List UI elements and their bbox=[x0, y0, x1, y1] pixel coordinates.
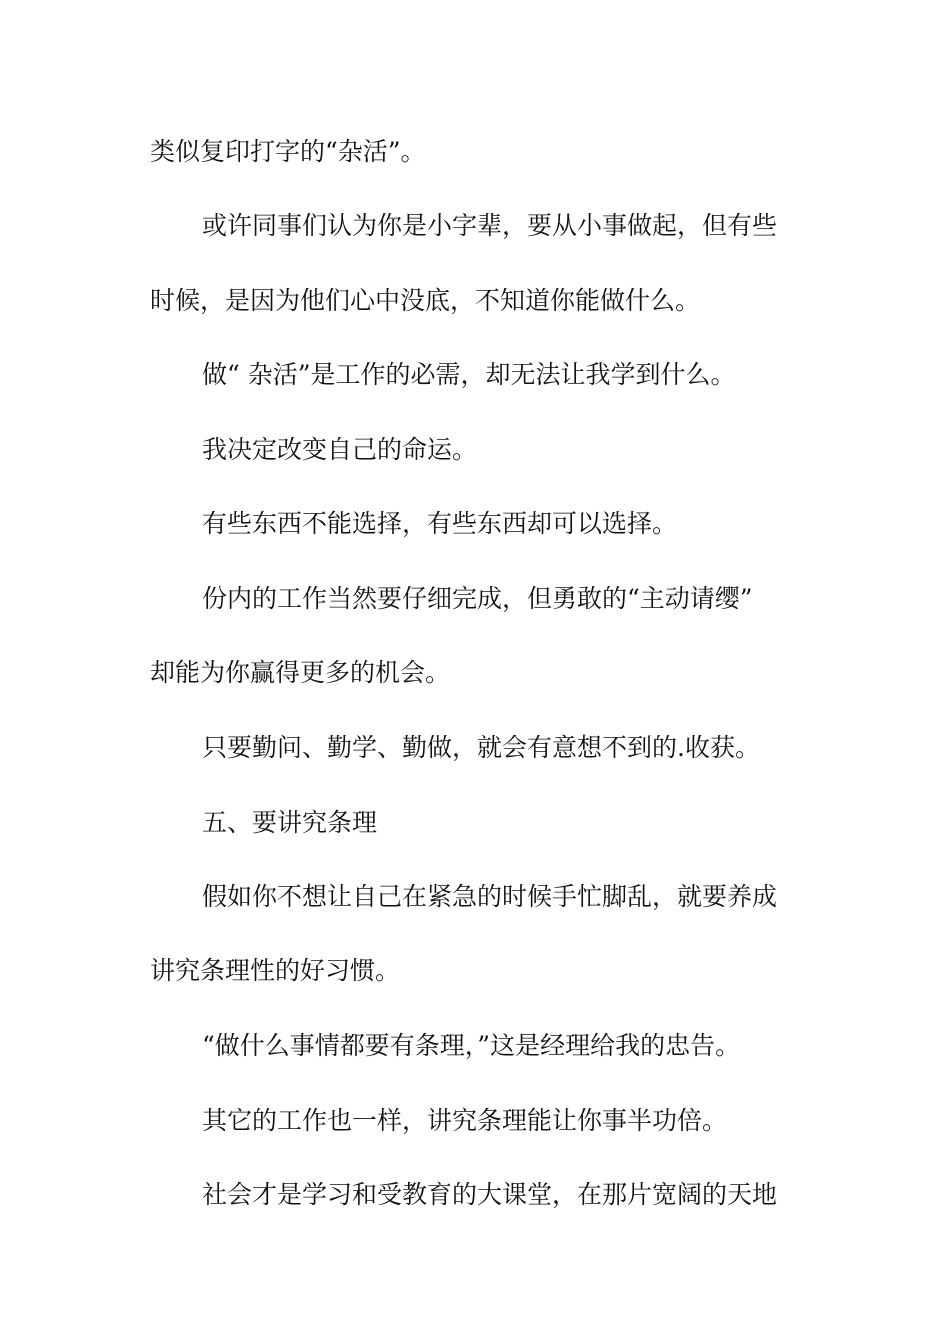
text-line: 份内的工作当然要仔细完成，但勇敢的“主动请缨” bbox=[202, 584, 753, 613]
text-line: 类似复印打字的“杂活”。 bbox=[150, 137, 426, 166]
text-line: 只要勤问、勤学、勤做，就会有意想不到的.收获。 bbox=[202, 733, 760, 762]
text-line: 我决定改变自己的命运。 bbox=[202, 435, 478, 464]
text-line: 假如你不想让自己在紧急的时候手忙脚乱，就要养成 bbox=[202, 882, 778, 911]
text-line: 时候，是因为他们心中没底，不知道你能做什么。 bbox=[150, 286, 701, 315]
text-line: “做什么事情都要有条理，”这是经理给我的忠告。 bbox=[202, 1031, 741, 1060]
text-line: 或许同事们认为你是小字辈，要从小事做起，但有些 bbox=[202, 211, 778, 240]
text-line: 社会才是学习和受教育的大课堂，在那片宽阔的天地 bbox=[202, 1180, 778, 1209]
text-line: 却能为你赢得更多的机会。 bbox=[150, 658, 451, 687]
section-heading: 五、要讲究条理 bbox=[202, 808, 378, 837]
text-line: 其它的工作也一样，讲究条理能让你事半功倍。 bbox=[202, 1106, 728, 1135]
text-line: 有些东西不能选择，有些东西却可以选择。 bbox=[202, 509, 678, 538]
text-line: 讲究条理性的好习惯。 bbox=[150, 956, 401, 985]
text-line: 做“ 杂活”是工作的必需，却无法让我学到什么。 bbox=[202, 360, 736, 389]
